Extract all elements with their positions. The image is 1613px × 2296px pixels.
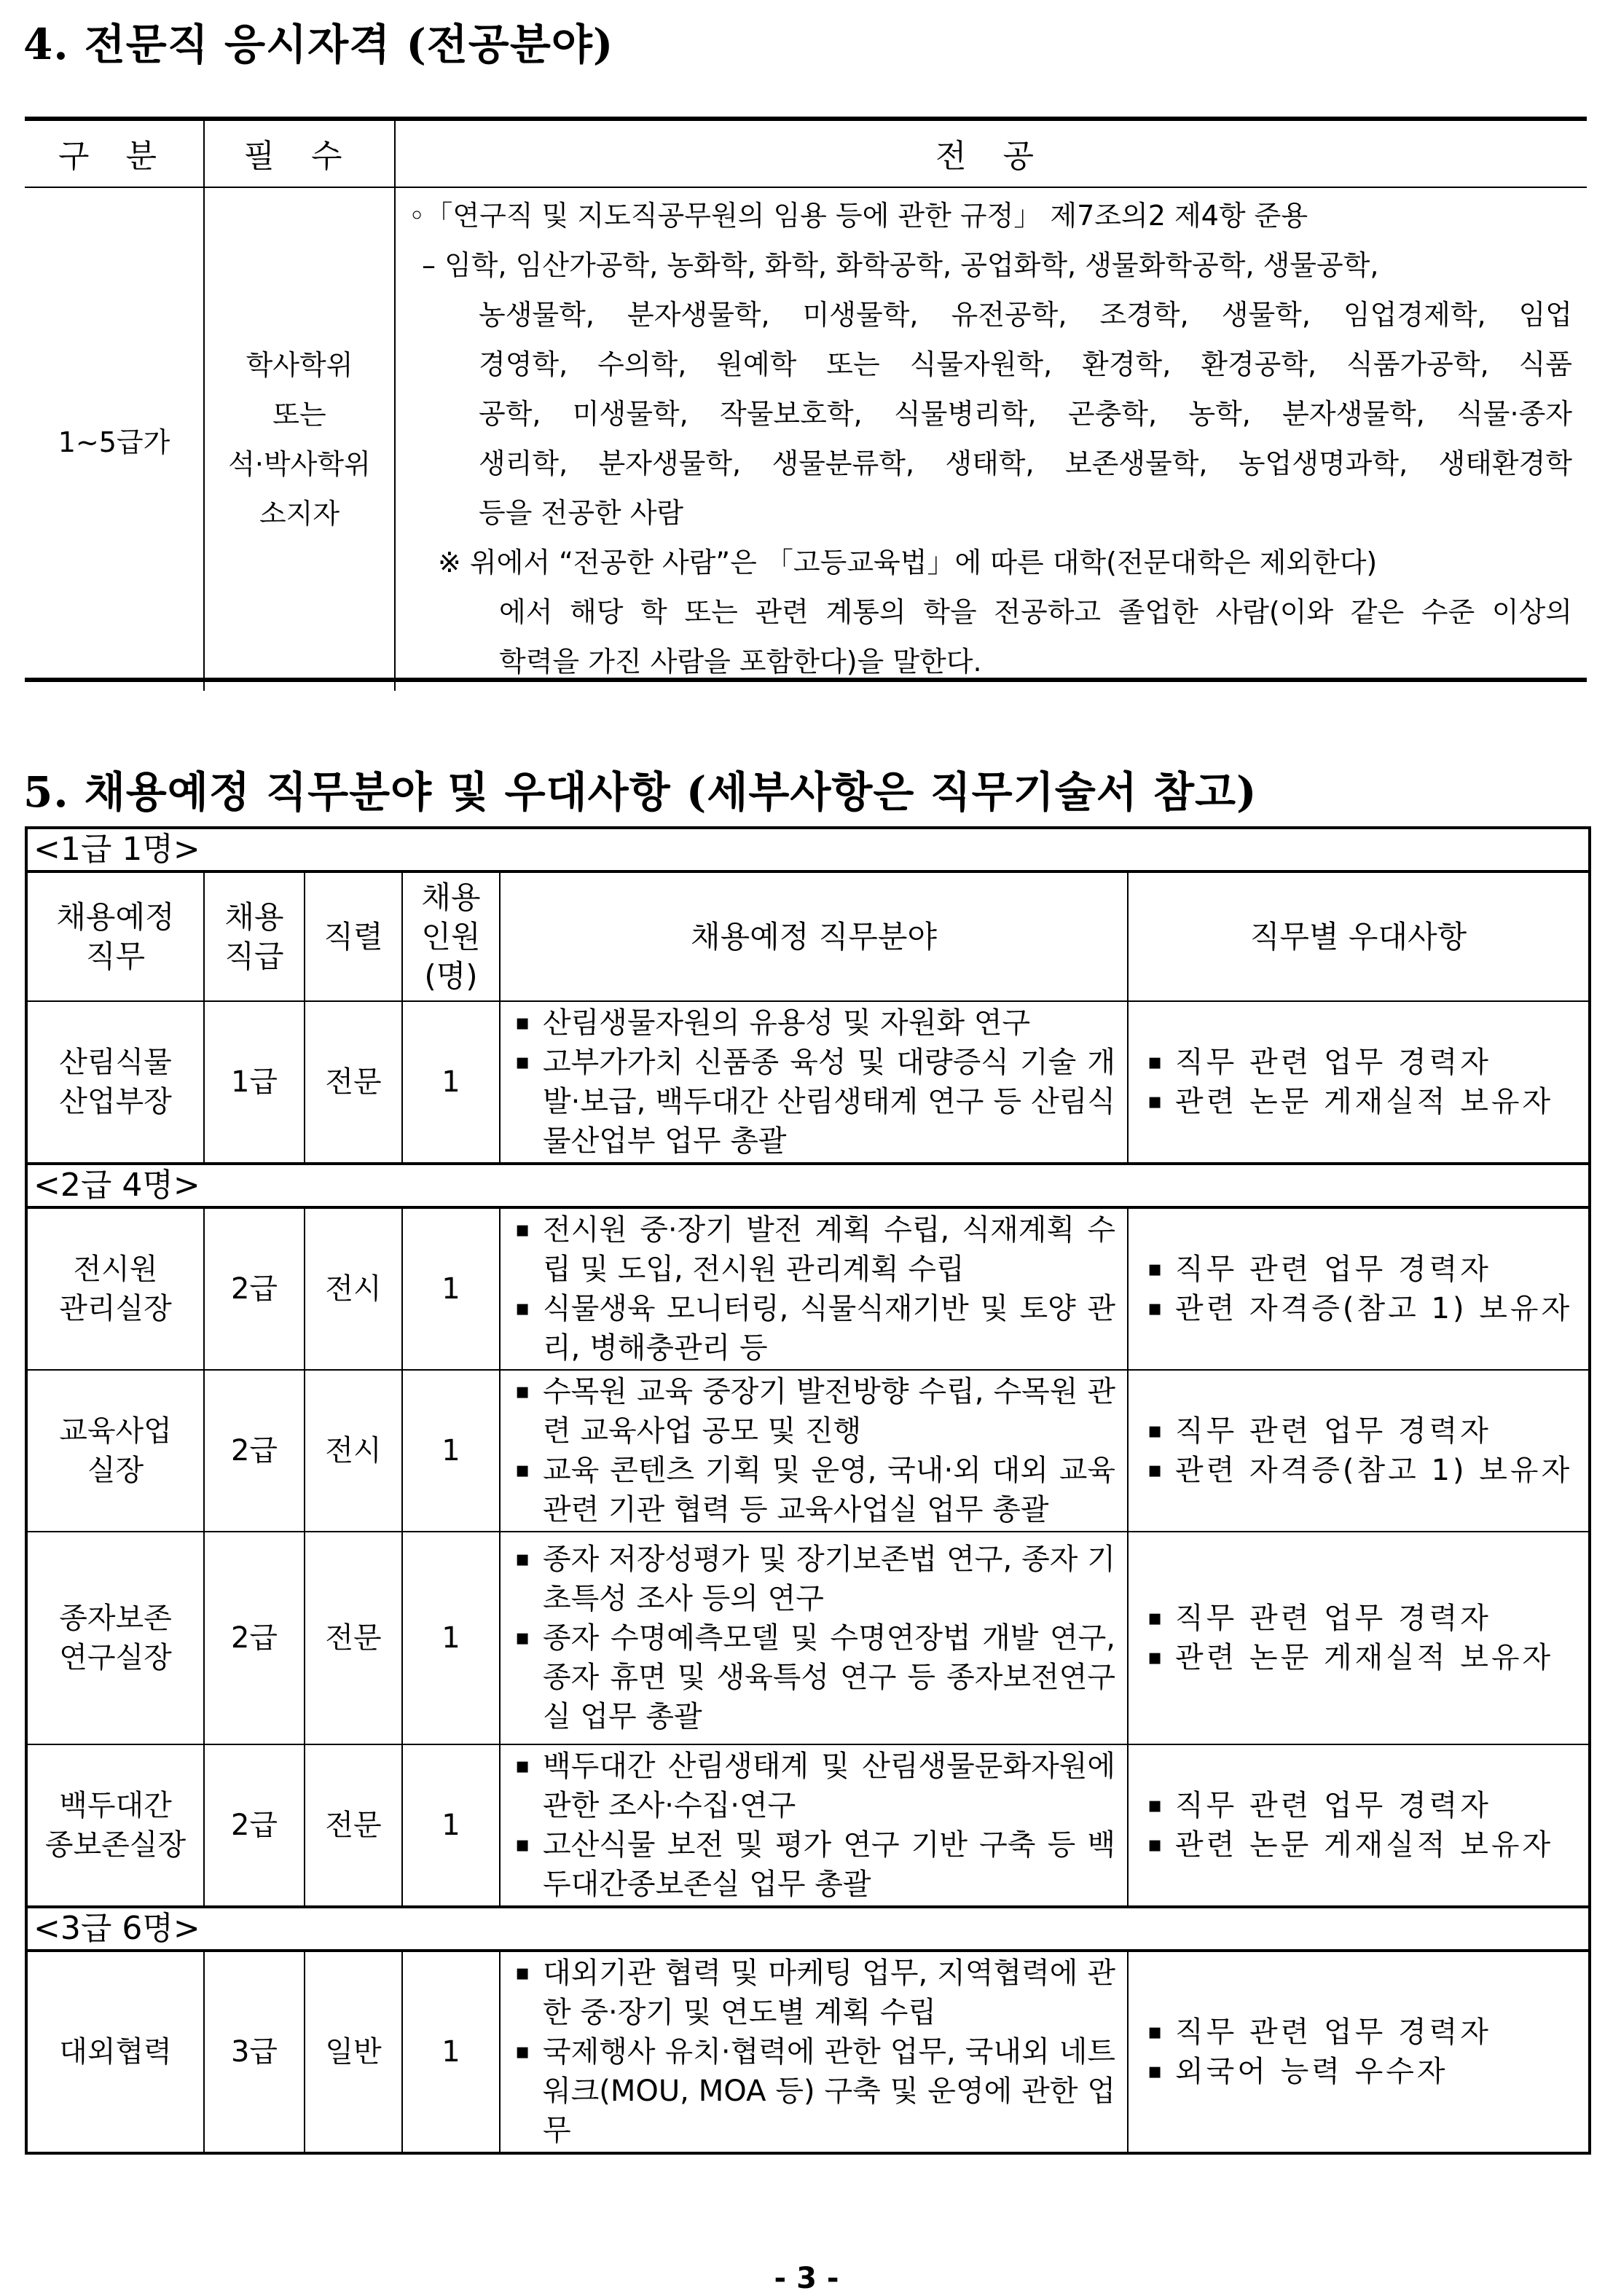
count-cell: 1 [402, 1532, 500, 1744]
count-cell: 1 [402, 1744, 500, 1907]
job-cell [26, 1951, 204, 2153]
pref-cell [1128, 1001, 1590, 1164]
majors-line: 등을 전공한 사람 [479, 497, 684, 529]
header-major: 전 공 [395, 119, 1587, 187]
page-number: - 3 - [774, 2262, 839, 2295]
qualification-table [25, 119, 1587, 691]
grade-group-row [26, 1164, 1590, 1207]
duty-item: ▪ 종자 저장성평가 및 장기보존법 연구, 종자 기초특성 조사 등의 연구 [514, 1540, 1115, 1618]
majors-note-line: ※ 위에서 “전공한 사람”은 「고등교육법」에 따른 대학(전문대학은 제외한다) [438, 546, 1378, 579]
table4-bottom-rule [25, 678, 1587, 682]
grade-cell: 2급 [204, 1370, 305, 1532]
duty-item: ▪ 전시원 중·장기 발전 계획 수립, 식재계획 수립 및 도입, 전시원 관리계획 수립 [514, 1210, 1115, 1289]
table-row [26, 1532, 1590, 1744]
pref-item: ▪ 직무 관련 업무 경력자 [1142, 1043, 1577, 1082]
pref-item: ▪ 외국어 능력 우수자 [1142, 2052, 1577, 2091]
required-line: 석·박사학위 [228, 448, 371, 480]
pref-item: ▪ 관련 논문 게재실적 보유자 [1142, 1082, 1577, 1121]
job-line: 관리실장 [59, 1292, 172, 1325]
header-job-line: 직무 [85, 938, 146, 974]
pref-item: ▪ 관련 논문 게재실적 보유자 [1142, 1638, 1577, 1677]
pref-cell [1128, 1744, 1590, 1907]
header-category: 구 분 [25, 119, 204, 187]
duty-cell [500, 1001, 1128, 1164]
series-cell: 전문 [305, 1532, 402, 1744]
required-line: 소지자 [259, 498, 340, 530]
duty-item: ▪ 종자 수명예측모델 및 수명연장법 개발 연구, 종자 휴면 및 생육특성 연구 등 종자보전연구실 업무 총괄 [514, 1618, 1115, 1736]
header-count-line: (명) [424, 957, 478, 994]
count-cell: 1 [402, 1370, 500, 1532]
majors-line: ◦「연구직 및 지도직공무원의 임용 등에 관한 규정」 제7조의2 제4항 준용 [409, 200, 1308, 232]
header-required: 필 수 [204, 119, 395, 187]
header-job [26, 871, 204, 1001]
job-cell [26, 1532, 204, 1744]
grade-cell: 2급 [204, 1744, 305, 1907]
pref-item: ▪ 관련 자격증(참고 1) 보유자 [1142, 1289, 1577, 1328]
grade-group-row [26, 828, 1590, 871]
duty-item: ▪ 수목원 교육 중장기 발전방향 수립, 수목원 관련 교육사업 공모 및 진행 [514, 1372, 1115, 1451]
grade-cell: 2급 [204, 1207, 305, 1370]
majors-note-line: 에서 해당 학 또는 관련 계통의 학을 전공하고 졸업한 사람(이와 같은 수준 이상의 [499, 596, 1572, 628]
majors-line: 농생물학, 분자생물학, 미생물학, 유전공학, 조경학, 생물학, 임업경제학, 임업 [479, 299, 1572, 331]
job-cell [26, 1207, 204, 1370]
pref-item: ▪ 직무 관련 업무 경력자 [1142, 1599, 1577, 1638]
table-row [26, 1001, 1590, 1164]
grade-group-label: <3급 6명> [26, 1907, 1590, 1951]
grade-cell: 3급 [204, 1951, 305, 2153]
series-cell: 일반 [305, 1951, 402, 2153]
required-line: 학사학위 [246, 349, 353, 381]
duty-item: ▪ 고부가가치 신품종 육성 및 대량증식 기술 개발·보급, 백두대간 산림생태계 연구 등 산림식물산업부 업무 총괄 [514, 1043, 1115, 1161]
header-pref: 직무별 우대사항 [1128, 871, 1590, 1001]
grade-group-label: <2급 4명> [26, 1164, 1590, 1207]
majors-line: – 임학, 임산가공학, 농화학, 화학, 화학공학, 공업화학, 생물화학공학, 생물공학, [422, 249, 1379, 281]
series-cell: 전시 [305, 1370, 402, 1532]
job-line: 백두대간 [59, 1789, 172, 1822]
pref-item: ▪ 관련 자격증(참고 1) 보유자 [1142, 1451, 1577, 1490]
pref-item: ▪ 관련 논문 게재실적 보유자 [1142, 1825, 1577, 1865]
table-header-row [25, 119, 1587, 187]
duty-item: ▪ 산림생물자원의 유용성 및 자원화 연구 [514, 1003, 1115, 1043]
job-line: 종자보존 [59, 1602, 172, 1635]
job-line: 전시원 [73, 1253, 158, 1286]
series-cell: 전문 [305, 1001, 402, 1164]
series-cell: 전시 [305, 1207, 402, 1370]
job-line: 산업부장 [59, 1085, 172, 1118]
duty-item: ▪ 고산식물 보전 및 평가 연구 기반 구축 등 백두대간종보존실 업무 총괄 [514, 1825, 1115, 1904]
majors-line: 생리학, 분자생물학, 생물분류학, 생태학, 보존생물학, 농업생명과학, 생태환경학 [479, 447, 1572, 479]
count-cell: 1 [402, 1207, 500, 1370]
table-row [26, 1370, 1590, 1532]
header-job-line: 채용예정 [56, 898, 175, 935]
header-count-line: 채용 [421, 879, 481, 915]
pref-cell [1128, 1951, 1590, 2153]
table-row [26, 1207, 1590, 1370]
pref-item: ▪ 직무 관련 업무 경력자 [1142, 1786, 1577, 1825]
section5-title: 5. 채용예정 직무분야 및 우대사항 (세부사항은 직무기술서 참고) [23, 767, 1257, 817]
series-cell: 전문 [305, 1744, 402, 1907]
required-line: 또는 [272, 399, 326, 431]
grade-cell: 1급 [204, 1001, 305, 1164]
job-cell [26, 1370, 204, 1532]
table-row [26, 1744, 1590, 1907]
job-line: 실장 [87, 1454, 144, 1487]
table-row [25, 187, 1587, 691]
job-line: 산림식물 [59, 1046, 172, 1079]
duty-cell [500, 1532, 1128, 1744]
header-series: 직렬 [305, 871, 402, 1001]
header-grade-line: 채용 [224, 898, 284, 935]
duty-item: ▪ 국제행사 유치·협력에 관한 업무, 국내외 네트워크(MOU, MOA 등) 구축 및 운영에 관한 업무 [514, 2032, 1115, 2150]
job-cell [26, 1001, 204, 1164]
section4-title: 4. 전문직 응시자격 (전공분야) [23, 20, 614, 69]
majors-note-line: 학력을 가진 사람을 포함한다)을 말한다. [499, 646, 982, 678]
header-count-line: 인원 [421, 918, 481, 955]
header-duty: 채용예정 직무분야 [500, 871, 1128, 1001]
pref-item: ▪ 직무 관련 업무 경력자 [1142, 2013, 1577, 2052]
majors-line: 공학, 미생물학, 작물보호학, 식물병리학, 곤충학, 농학, 분자생물학, 식물·종자 [479, 398, 1572, 430]
job-line: 대외협력 [59, 2035, 172, 2069]
job-cell [26, 1744, 204, 1907]
header-count [402, 871, 500, 1001]
header-grade-line: 직급 [224, 938, 284, 974]
job-table [25, 826, 1591, 2155]
count-cell: 1 [402, 1951, 500, 2153]
job-line: 연구실장 [59, 1641, 172, 1674]
grade-cell: 2급 [204, 1532, 305, 1744]
job-line: 종보존실장 [44, 1828, 187, 1862]
grade-group-row [26, 1907, 1590, 1951]
duty-item: ▪ 식물생육 모니터링, 식물식재기반 및 토양 관리, 병해충관리 등 [514, 1289, 1115, 1368]
pref-cell [1128, 1532, 1590, 1744]
table-row [26, 1951, 1590, 2153]
majors-line: 경영학, 수의학, 원예학 또는 식물자원학, 환경학, 환경공학, 식품가공학, 식품 [479, 348, 1572, 380]
header-grade [204, 871, 305, 1001]
pref-item: ▪ 직무 관련 업무 경력자 [1142, 1411, 1577, 1451]
majors-cell [395, 187, 1587, 691]
duty-cell [500, 1207, 1128, 1370]
grade-group-label: <1급 1명> [26, 828, 1590, 871]
duty-item: ▪ 백두대간 산림생태계 및 산림생물문화자원에 관한 조사·수집·연구 [514, 1747, 1115, 1825]
pref-cell [1128, 1207, 1590, 1370]
duty-cell [500, 1370, 1128, 1532]
pref-cell [1128, 1370, 1590, 1532]
duty-item: ▪ 교육 콘텐츠 기획 및 운영, 국내·외 대외 교육 관련 기관 협력 등 교육사업실 업무 총괄 [514, 1451, 1115, 1529]
duty-item: ▪ 대외기관 협력 및 마케팅 업무, 지역협력에 관한 중·장기 및 연도별 계획 수립 [514, 1954, 1115, 2032]
pref-item: ▪ 직무 관련 업무 경력자 [1142, 1250, 1577, 1289]
required-cell [204, 187, 395, 691]
duty-cell [500, 1744, 1128, 1907]
duty-cell [500, 1951, 1128, 2153]
table-header-row [26, 871, 1590, 1001]
job-line: 교육사업 [59, 1414, 172, 1448]
grade-cell: 1~5급가 [25, 187, 204, 691]
count-cell: 1 [402, 1001, 500, 1164]
